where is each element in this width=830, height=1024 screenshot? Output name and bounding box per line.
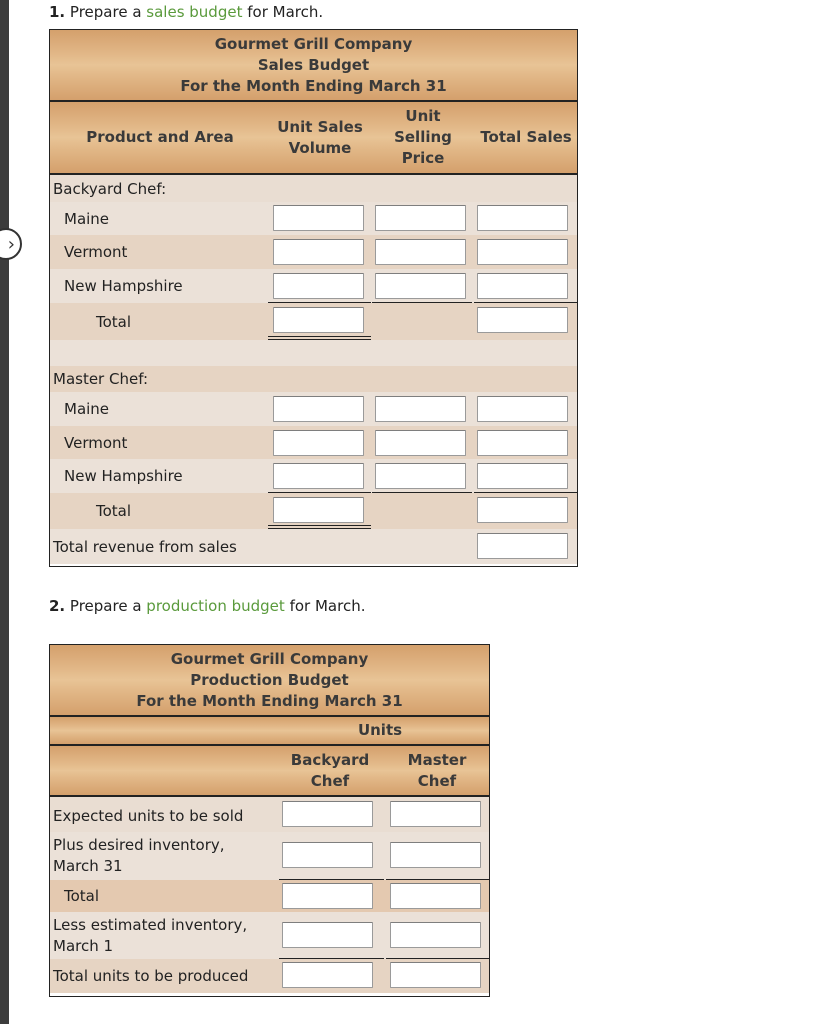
- backyard-total-units-input[interactable]: [282, 883, 373, 909]
- sales-column-headers: [50, 102, 577, 175]
- master-total-label: Total: [96, 502, 132, 520]
- region-label-new-hampshire: New Hampshire: [64, 277, 183, 295]
- header-backyard-chef: Backyard Chef: [290, 750, 370, 790]
- production-budget-table: [49, 644, 490, 997]
- master-nh-price-input[interactable]: [375, 463, 466, 489]
- region-label-vermont: Vermont: [64, 243, 128, 261]
- chevron-right-icon: ›: [7, 233, 15, 255]
- question-2-number: 2.: [49, 597, 66, 615]
- master-chef-label: Master Chef:: [53, 370, 149, 388]
- backyard-nh-total-input[interactable]: [477, 273, 568, 299]
- header-product-area: Product and Area: [86, 128, 234, 146]
- left-sidebar-bar: [0, 0, 9, 1024]
- header-unit-selling-price: Unit Selling Price: [394, 107, 452, 167]
- backyard-vermont-price-input[interactable]: [375, 239, 466, 265]
- table-row: [50, 880, 489, 912]
- total-revenue-input[interactable]: [477, 533, 568, 559]
- table-row: [50, 235, 577, 269]
- backyard-chef-heading-row: [50, 175, 577, 202]
- backyard-maine-total-input[interactable]: [477, 205, 568, 231]
- question-2-prefix: Prepare a: [69, 597, 142, 615]
- master-maine-total-input[interactable]: [477, 396, 568, 422]
- header-master-chef: Master Chef: [407, 750, 467, 790]
- production-column-headers: [50, 746, 489, 797]
- question-2-suffix: for March.: [289, 597, 366, 615]
- master-nh-volume-input[interactable]: [273, 463, 364, 489]
- backyard-total-volume-input[interactable]: [273, 307, 364, 333]
- region-label-maine: Maine: [64, 400, 110, 418]
- master-nh-total-input[interactable]: [477, 463, 568, 489]
- budget-period: For the Month Ending March 31: [180, 77, 447, 95]
- desired-inventory-label: Plus desired inventory, March 31: [53, 836, 225, 875]
- expand-chevron-button[interactable]: [0, 228, 22, 260]
- production-budget-title: [50, 645, 489, 717]
- sales-budget-table: [49, 29, 578, 567]
- production-total-label: Total: [64, 887, 100, 905]
- header-units: Units: [357, 721, 403, 739]
- table-row: [50, 832, 489, 880]
- company-name: Gourmet Grill Company: [214, 35, 413, 53]
- master-vermont-volume-input[interactable]: [273, 430, 364, 456]
- master-vermont-total-input[interactable]: [477, 430, 568, 456]
- master-maine-price-input[interactable]: [375, 396, 466, 422]
- master-maine-volume-input[interactable]: [273, 396, 364, 422]
- region-label-new-hampshire: New Hampshire: [64, 467, 183, 485]
- question-1: [49, 3, 323, 21]
- header-total-sales: Total Sales: [480, 128, 572, 146]
- backyard-total-sales-input[interactable]: [477, 307, 568, 333]
- table-row: [50, 392, 577, 426]
- estimated-inventory-label: Less estimated inventory, March 1: [53, 915, 248, 955]
- units-header: [50, 717, 489, 746]
- backyard-expected-units-input[interactable]: [282, 801, 373, 827]
- budget-name: Production Budget: [190, 671, 349, 689]
- backyard-total-row: [50, 303, 577, 340]
- table-row: [50, 269, 577, 303]
- question-1-prefix: Prepare a: [69, 3, 142, 21]
- budget-name: Sales Budget: [257, 56, 370, 74]
- sales-budget-link[interactable]: sales budget: [146, 3, 243, 21]
- company-name: Gourmet Grill Company: [170, 650, 369, 668]
- master-total-row: [50, 493, 577, 529]
- backyard-maine-volume-input[interactable]: [273, 205, 364, 231]
- master-chef-heading-row: [50, 366, 577, 392]
- region-label-vermont: Vermont: [64, 433, 128, 452]
- master-estimated-inventory-input[interactable]: [390, 922, 481, 948]
- master-total-units-input[interactable]: [390, 883, 481, 909]
- backyard-vermont-total-input[interactable]: [477, 239, 568, 265]
- units-to-produce-label: Total units to be produced: [53, 967, 249, 985]
- backyard-units-to-produce-input[interactable]: [282, 962, 373, 988]
- master-total-volume-input[interactable]: [273, 497, 364, 523]
- question-1-number: 1.: [49, 3, 66, 21]
- sales-budget-title: [50, 30, 577, 102]
- master-expected-units-input[interactable]: [390, 801, 481, 827]
- backyard-desired-inventory-input[interactable]: [282, 842, 373, 868]
- budget-period: For the Month Ending March 31: [136, 692, 403, 710]
- master-desired-inventory-input[interactable]: [390, 842, 481, 868]
- backyard-estimated-inventory-input[interactable]: [282, 922, 373, 948]
- production-budget-link[interactable]: production budget: [146, 597, 285, 615]
- total-revenue-row: [50, 529, 577, 564]
- table-row: [50, 459, 577, 493]
- master-total-sales-input[interactable]: [477, 497, 568, 523]
- expected-units-label: Expected units to be sold: [53, 807, 244, 825]
- header-unit-sales-volume: Unit Sales Volume: [277, 117, 363, 157]
- backyard-nh-price-input[interactable]: [375, 273, 466, 299]
- table-row: [50, 912, 489, 959]
- total-revenue-label: Total revenue from sales: [53, 537, 237, 556]
- master-units-to-produce-input[interactable]: [390, 962, 481, 988]
- master-vermont-price-input[interactable]: [375, 430, 466, 456]
- table-row: [50, 202, 577, 235]
- table-row: [50, 959, 489, 993]
- backyard-maine-price-input[interactable]: [375, 205, 466, 231]
- backyard-vermont-volume-input[interactable]: [273, 239, 364, 265]
- backyard-nh-volume-input[interactable]: [273, 273, 364, 299]
- table-row: [50, 426, 577, 459]
- table-row: [50, 797, 489, 832]
- question-1-suffix: for March.: [247, 3, 324, 21]
- backyard-total-label: Total: [96, 312, 132, 331]
- question-2: [49, 597, 365, 615]
- spacer-row: [50, 340, 577, 366]
- backyard-chef-label: Backyard Chef:: [53, 179, 167, 198]
- region-label-maine: Maine: [64, 209, 110, 228]
